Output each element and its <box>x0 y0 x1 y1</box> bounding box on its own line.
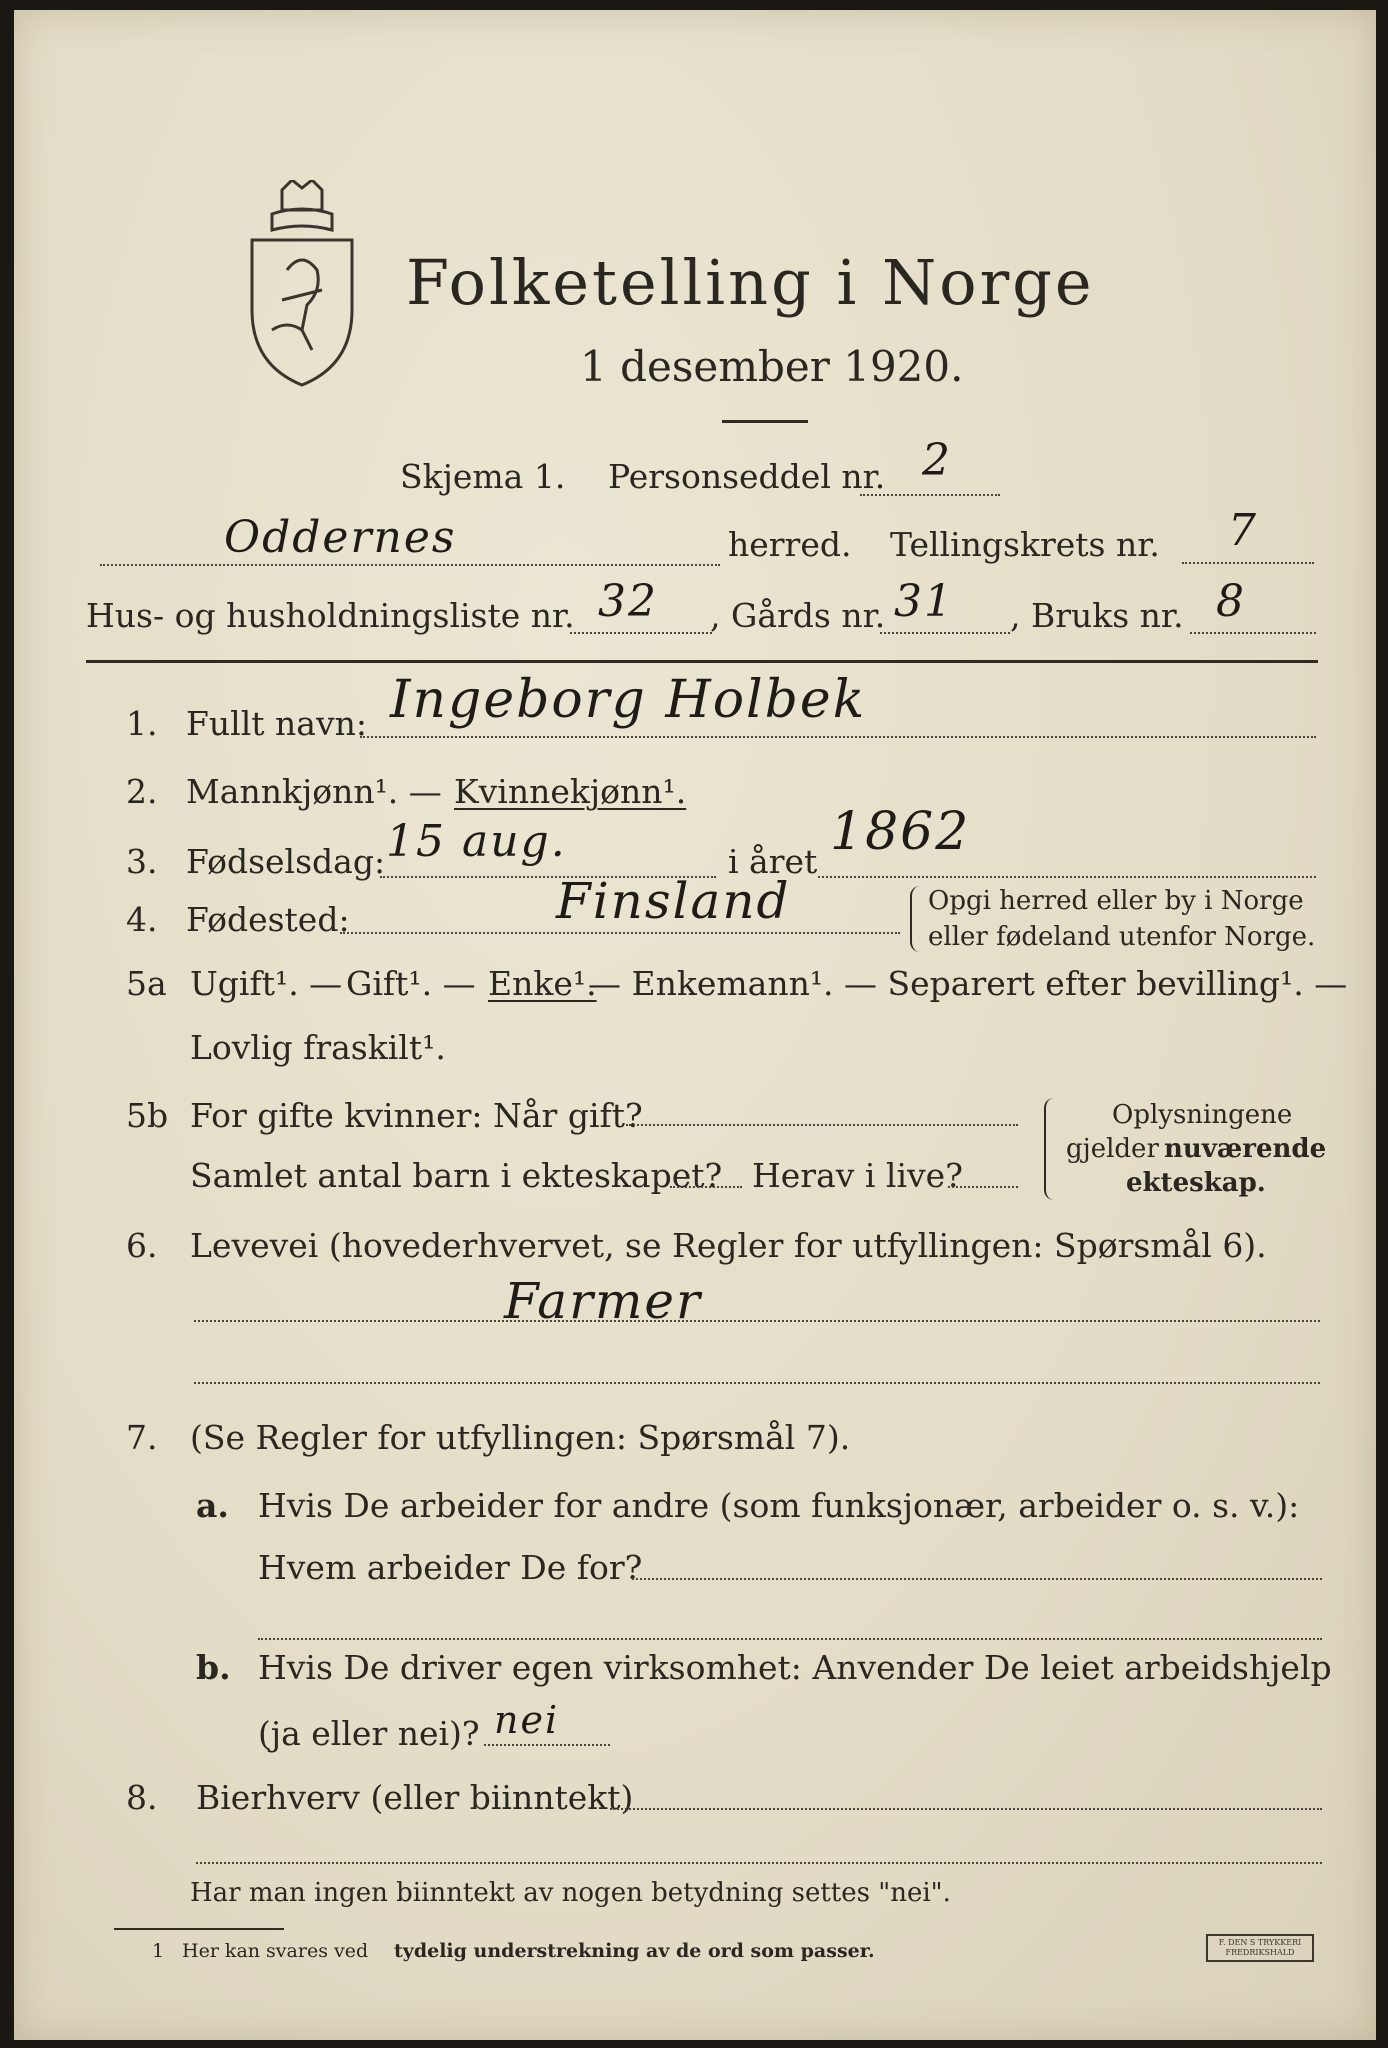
birth-year-value: 1862 <box>830 802 971 862</box>
form-title: Folketelling i Norge <box>406 246 1095 319</box>
gards-label: , Gårds nr. <box>710 596 886 635</box>
q8-label: Bierhverv (eller biinntekt) <box>196 1778 634 1817</box>
q5b-note-2a: gjelder <box>1066 1134 1159 1164</box>
birthplace-note-1: Opgi herred eller by i Norge <box>928 886 1304 916</box>
q5b-note-2b: nuværende <box>1164 1134 1327 1164</box>
q5b-note-3: ekteskap. <box>1126 1168 1266 1198</box>
census-form-sheet <box>14 10 1376 2040</box>
sex-female-option: Kvinnekjønn¹. <box>454 772 687 811</box>
q7b-line1: Hvis De driver egen virksomhet: Anvender De leiet arbeidshjelp <box>258 1648 1332 1687</box>
header-divider <box>86 660 1318 663</box>
q8-number: 8. <box>126 1778 158 1817</box>
personseddel-value: 2 <box>922 435 952 486</box>
year-label: i året <box>728 842 818 881</box>
sex-male-option: Mannkjønn¹. — <box>186 772 442 811</box>
footnote-mark: 1 <box>152 1940 165 1962</box>
q7a-line2: Hvem arbeider De for? <box>258 1548 643 1587</box>
husliste-label: Hus- og husholdningsliste nr. <box>86 596 575 635</box>
tellingskrets-value: 7 <box>1228 505 1258 556</box>
marital-fraskilt: Lovlig fraskilt¹. <box>190 1028 446 1067</box>
gards-value: 31 <box>894 576 954 627</box>
marital-enke: Enke¹. <box>488 964 597 1003</box>
q8-note: Har man ingen biinntekt av nogen betydning settes "nei". <box>190 1878 951 1908</box>
q7b-letter: b. <box>196 1648 231 1687</box>
q3-label: Fødselsdag: <box>186 842 386 881</box>
q5b-line2b: Herav i live? <box>752 1156 963 1195</box>
q2-number: 2. <box>126 772 158 811</box>
q1-number: 1. <box>126 704 158 743</box>
bruks-label: , Bruks nr. <box>1010 596 1184 635</box>
birthplace-value: Finsland <box>556 872 791 930</box>
marital-ugift: Ugift¹. — <box>190 964 343 1003</box>
bruks-value: 8 <box>1216 576 1246 627</box>
q5b-line1: For gifte kvinner: Når gift? <box>190 1096 643 1135</box>
footnote-text-a: Her kan svares ved <box>182 1940 369 1962</box>
q4-label: Fødested: <box>186 900 350 939</box>
q3-number: 3. <box>126 842 158 881</box>
q7a-line1: Hvis De arbeider for andre (som funksjonær, arbeider o. s. v.): <box>258 1486 1300 1525</box>
personseddel-label: Personseddel nr. <box>608 457 886 496</box>
q7b-line2: (ja eller nei)? <box>258 1714 480 1753</box>
footnote-text-b: tydelig understrekning av de ord som passer. <box>394 1940 875 1962</box>
footnote-divider <box>114 1928 284 1930</box>
q7-label: (Se Regler for utfyllingen: Spørsmål 7). <box>190 1418 851 1457</box>
census-date: 1 desember 1920. <box>580 342 964 391</box>
q6-label: Levevei (hovederhvervet, se Regler for utfyllingen: Spørsmål 6). <box>190 1226 1267 1265</box>
marital-rest: — Enkemann¹. — Separert efter bevilling¹. — <box>588 964 1348 1003</box>
norwegian-coat-of-arms-icon <box>242 180 362 392</box>
tellingskrets-label: Tellingskrets nr. <box>890 525 1160 564</box>
q6-number: 6. <box>126 1226 158 1265</box>
q5a-number: 5a <box>126 964 167 1003</box>
title-divider <box>722 420 808 423</box>
herred-label: herred. <box>728 525 852 564</box>
q7-number: 7. <box>126 1418 158 1457</box>
q5b-line2a: Samlet antal barn i ekteskapet? <box>190 1156 723 1195</box>
q5b-number: 5b <box>126 1096 169 1135</box>
birth-day-value: 15 aug. <box>386 816 567 867</box>
husliste-value: 32 <box>598 576 658 627</box>
q4-number: 4. <box>126 900 158 939</box>
printer-stamp: F. DEN S TRYKKERI FREDRIKSHALD <box>1206 1934 1314 1962</box>
birthplace-note-2: eller fødeland utenfor Norge. <box>928 922 1316 952</box>
schema-label: Skjema 1. <box>400 457 566 496</box>
q7a-letter: a. <box>196 1486 229 1525</box>
hired-help-value: nei <box>494 1698 560 1742</box>
occupation-value: Farmer <box>504 1272 702 1330</box>
full-name-value: Ingeborg Holbek <box>390 670 867 730</box>
q1-label: Fullt navn: <box>186 704 367 743</box>
herred-value: Oddernes <box>224 512 457 563</box>
q5b-note-1: Oplysningene <box>1112 1100 1293 1130</box>
marital-gift: Gift¹. — <box>346 964 476 1003</box>
